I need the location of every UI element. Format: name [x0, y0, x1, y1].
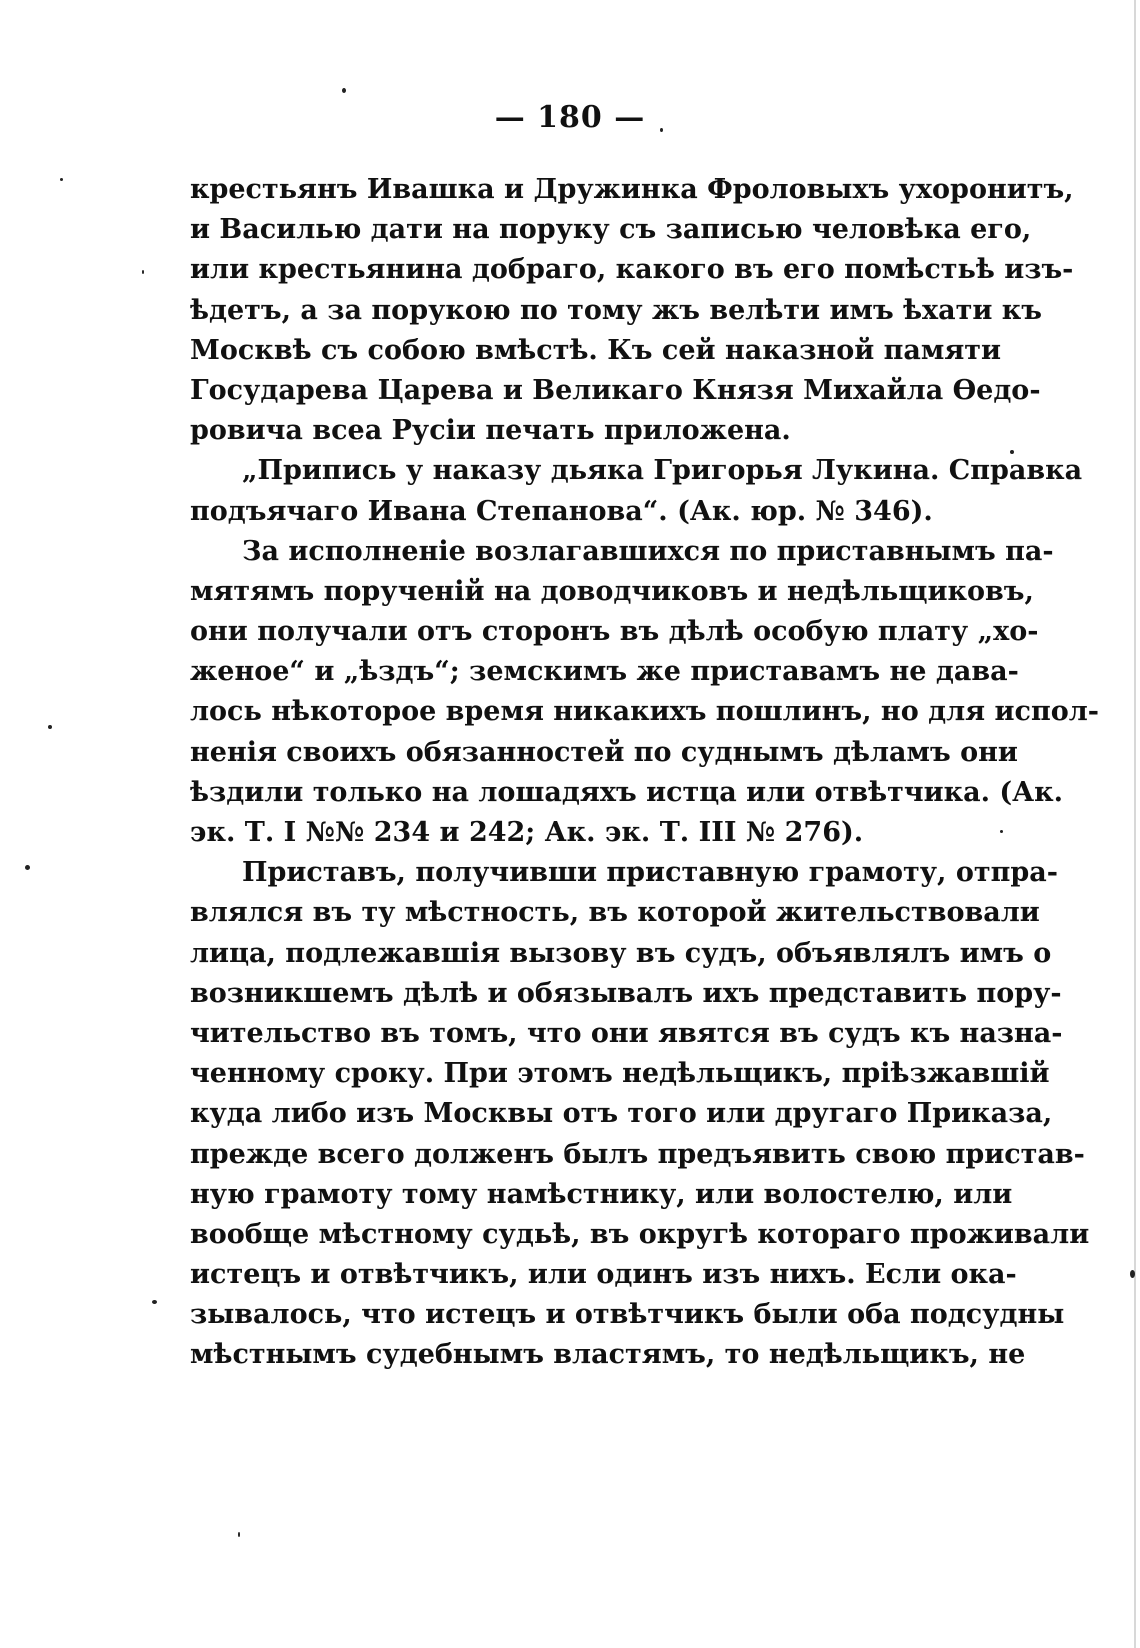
- text-line: чительство въ томъ, что они явятся въ судъ къ назна-: [190, 1017, 1063, 1049]
- text-line: мѣстнымъ судебнымъ властямъ, то недѣльщикъ, не: [190, 1339, 1026, 1371]
- text-line: мятямъ порученій на доводчиковъ и недѣльщиковъ,: [190, 575, 1034, 607]
- text-line: вообще мѣстному судьѣ, въ округѣ котораго проживали: [190, 1218, 1090, 1250]
- text-line: Москвѣ съ собою вмѣстѣ. Къ сей наказной памяти: [190, 334, 1002, 366]
- scan-speck: [1130, 1270, 1135, 1278]
- scan-speck: [152, 1300, 157, 1304]
- scan-speck: [342, 88, 346, 93]
- text-line: ровича всеа Русіи печать приложена.: [190, 415, 791, 447]
- text-line: влялся въ ту мѣстность, въ которой жительствовали: [190, 897, 1040, 929]
- text-line: „Припись у наказу дьяка Григорья Лукина. Справка: [242, 455, 1083, 487]
- text-line: крестьянъ Ивашка и Дружинка Фроловыхъ ухоронитъ,: [190, 174, 1074, 205]
- text-line: они получали отъ сторонъ въ дѣлѣ особую плату „хо-: [190, 616, 1039, 648]
- text-line: возникшемъ дѣлѣ и обязывалъ ихъ представить пору-: [190, 977, 1062, 1009]
- scan-speck: [48, 725, 52, 729]
- scan-speck: [238, 1532, 240, 1537]
- text-line: За исполненіе возлагавшихся по приставнымъ па-: [242, 535, 1054, 567]
- text-line: лось нѣкоторое время никакихъ пошлинъ, но для испол-: [190, 696, 1099, 728]
- text-line: ненія своихъ обязанностей по суднымъ дѣламъ они: [190, 736, 1018, 768]
- text-line: подъячаго Ивана Степанова“. (Ак. юр. № 346).: [190, 495, 933, 527]
- scan-speck: [1010, 450, 1014, 454]
- text-line: эк. Т. I №№ 234 и 242; Ак. эк. Т. III № 276).: [190, 817, 864, 848]
- page-edge-rule: [1134, 0, 1136, 1648]
- text-line: Государева Царева и Великаго Князя Михайла Ѳедо-: [190, 374, 1041, 406]
- text-line: прежде всего долженъ былъ предъявить свою пристав-: [190, 1138, 1085, 1170]
- text-line: ную грамоту тому намѣстнику, или волостелю, или: [190, 1178, 1013, 1210]
- text-line: или крестьянина добраго, какого въ его помѣстьѣ изъ-: [190, 254, 1074, 286]
- scan-speck: [25, 865, 30, 870]
- text-line: ѣдетъ, а за порукою по тому жъ велѣти имъ ѣхати къ: [190, 294, 1043, 326]
- text-line: зывалось, что истецъ и отвѣтчикъ были оба подсудны: [190, 1299, 1065, 1331]
- scan-speck: [1000, 830, 1003, 833]
- text-line: истецъ и отвѣтчикъ, или одинъ изъ нихъ. Если ока-: [190, 1259, 1017, 1291]
- text-line: женое“ и „ѣздъ“; земскимъ же приставамъ не дава-: [190, 656, 1019, 688]
- scan-speck: [60, 178, 63, 181]
- text-line: Приставъ, получивши приставную грамоту, отпра-: [242, 857, 1058, 889]
- text-line: ченному сроку. При этомъ недѣльщикъ, пріѣзжавшій: [190, 1058, 1050, 1090]
- scan-speck: [660, 128, 663, 132]
- text-line: и Василью дати на поруку съ записью человѣка его,: [190, 214, 1032, 246]
- text-line: куда либо изъ Москвы отъ того или другаго Приказа,: [190, 1098, 1053, 1130]
- text-line: лица, подлежавшія вызову въ судъ, объявлялъ имъ о: [190, 937, 1052, 969]
- page-number: — 180 —: [494, 100, 646, 135]
- scan-speck: [142, 270, 144, 274]
- text-line: ѣздили только на лошадяхъ истца или отвѣтчика. (Ак.: [190, 776, 1064, 808]
- body-text: [190, 170, 1099, 1376]
